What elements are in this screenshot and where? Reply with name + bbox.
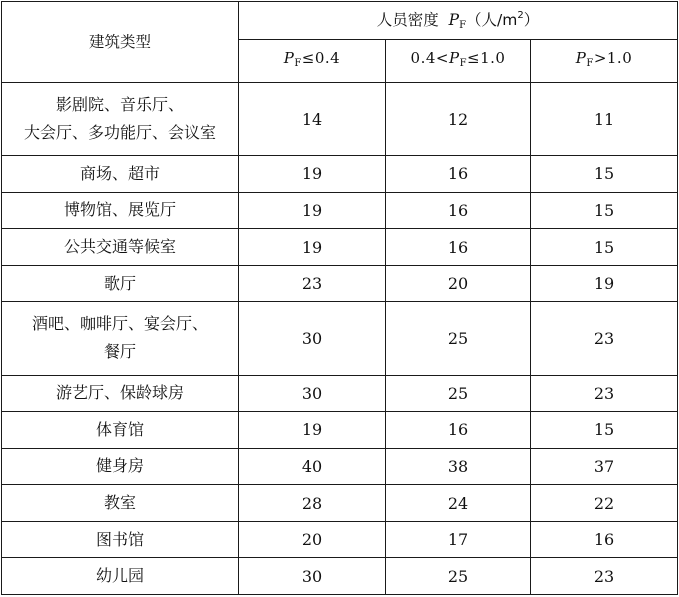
building-type-cell	[2, 521, 239, 558]
density-value-low: 19	[239, 192, 386, 229]
building-type-line: 体育馆	[95, 419, 144, 439]
building-type-cell	[2, 412, 239, 449]
building-type-line: 影剧院、音乐厅、	[55, 95, 184, 115]
table-row	[2, 558, 678, 595]
building-type-line: 教室	[103, 493, 136, 512]
density-value-high: 23	[531, 558, 678, 595]
building-type-cell	[2, 83, 239, 156]
header-row-1	[2, 2, 678, 40]
density-value-high: 15	[531, 156, 678, 193]
building-type-cell	[2, 375, 239, 412]
building-type-cell	[2, 302, 239, 375]
building-type-cell	[2, 229, 239, 266]
condition-high-post: >1.0	[593, 49, 633, 67]
building-type-line: 公共交通等候室	[63, 237, 176, 257]
density-value-high: 16	[531, 521, 678, 558]
density-value-low: 14	[239, 83, 386, 156]
building-type-cell	[2, 558, 239, 595]
building-type-line: 酒吧、咖啡厅、宴会厅、	[31, 314, 208, 334]
density-value-mid: 16	[386, 192, 531, 229]
density-value-low: 30	[239, 375, 386, 412]
density-value-mid: 16	[386, 412, 531, 449]
table-body	[2, 83, 678, 595]
condition-mid-subscript: F	[459, 58, 468, 69]
building-type-cell	[2, 485, 239, 522]
table-header	[2, 2, 678, 83]
table-row	[2, 156, 678, 193]
density-value-low: 19	[239, 229, 386, 266]
density-value-mid: 25	[386, 375, 531, 412]
building-type-line: 幼儿园	[95, 566, 144, 586]
density-value-high: 15	[531, 229, 678, 266]
condition-high	[576, 49, 632, 67]
table-row	[2, 265, 678, 302]
density-value-low: 30	[239, 302, 386, 375]
density-value-high: 22	[531, 485, 678, 522]
condition-low-subscript: F	[294, 58, 302, 69]
personnel-density-table	[1, 1, 678, 595]
density-value-high: 15	[531, 412, 678, 449]
density-value-high: 19	[531, 265, 678, 302]
table-row	[2, 192, 678, 229]
density-value-mid: 16	[386, 156, 531, 193]
table-row	[2, 229, 678, 266]
building-type-line: 商场、超市	[79, 163, 160, 183]
building-type-cell	[2, 265, 239, 302]
building-type-header-label: 建筑类型	[88, 32, 151, 51]
density-value-mid: 16	[386, 229, 531, 266]
density-value-low: 30	[239, 558, 386, 595]
building-type-cell	[2, 156, 239, 193]
building-type-line: 游艺厅、保龄球房	[55, 383, 184, 403]
density-value-low: 23	[239, 265, 386, 302]
density-unit-close: ）	[523, 11, 540, 29]
density-value-high: 11	[531, 83, 678, 156]
density-value-high: 37	[531, 448, 678, 485]
building-type-line: 大会厅、多功能厅、会议室	[23, 123, 216, 143]
density-value-mid: 24	[386, 485, 531, 522]
density-value-low: 19	[239, 156, 386, 193]
density-symbol-subscript: F	[459, 20, 467, 31]
condition-low-post: ≤0.4	[301, 49, 341, 67]
density-unit-superscript: 2	[517, 10, 524, 21]
density-value-mid: 38	[386, 448, 531, 485]
density-value-mid: 25	[386, 302, 531, 375]
density-value-low: 20	[239, 521, 386, 558]
condition-header-mid	[386, 40, 531, 83]
table-row	[2, 521, 678, 558]
density-value-mid: 25	[386, 558, 531, 595]
density-symbol-letter: P	[448, 11, 460, 29]
table-row	[2, 302, 678, 375]
building-type-line: 博物馆、展览厅	[63, 200, 176, 220]
density-table-sheet	[1, 1, 677, 595]
condition-mid	[411, 49, 506, 67]
table-row	[2, 485, 678, 522]
condition-high-symbol: P	[575, 49, 587, 67]
condition-high-subscript: F	[586, 58, 594, 69]
condition-mid-symbol: P	[448, 49, 460, 67]
density-value-low: 28	[239, 485, 386, 522]
density-header-label: 人员密度	[376, 11, 439, 29]
building-type-header	[2, 2, 239, 83]
table-row	[2, 375, 678, 412]
building-type-line: 餐厅	[103, 342, 136, 362]
density-value-mid: 17	[386, 521, 531, 558]
density-value-mid: 20	[386, 265, 531, 302]
condition-mid-pre: 0.4<	[410, 49, 449, 67]
building-type-line: 歌厅	[103, 273, 136, 293]
density-value-mid: 12	[386, 83, 531, 156]
table-row	[2, 83, 678, 156]
condition-low	[284, 49, 340, 67]
table-row	[2, 448, 678, 485]
density-symbol	[444, 11, 466, 29]
building-type-line: 图书馆	[95, 529, 144, 549]
density-value-high: 15	[531, 192, 678, 229]
condition-mid-post: ≤1.0	[467, 49, 506, 67]
building-type-line: 健身房	[95, 456, 144, 476]
condition-low-symbol: P	[283, 49, 295, 67]
condition-header-low	[239, 40, 386, 83]
density-value-high: 23	[531, 302, 678, 375]
density-unit-open: （人/m	[466, 11, 518, 29]
building-type-cell	[2, 448, 239, 485]
density-header	[239, 2, 678, 40]
condition-header-high	[531, 40, 678, 83]
building-type-cell	[2, 192, 239, 229]
density-value-high: 23	[531, 375, 678, 412]
density-value-low: 19	[239, 412, 386, 449]
table-row	[2, 412, 678, 449]
density-value-low: 40	[239, 448, 386, 485]
